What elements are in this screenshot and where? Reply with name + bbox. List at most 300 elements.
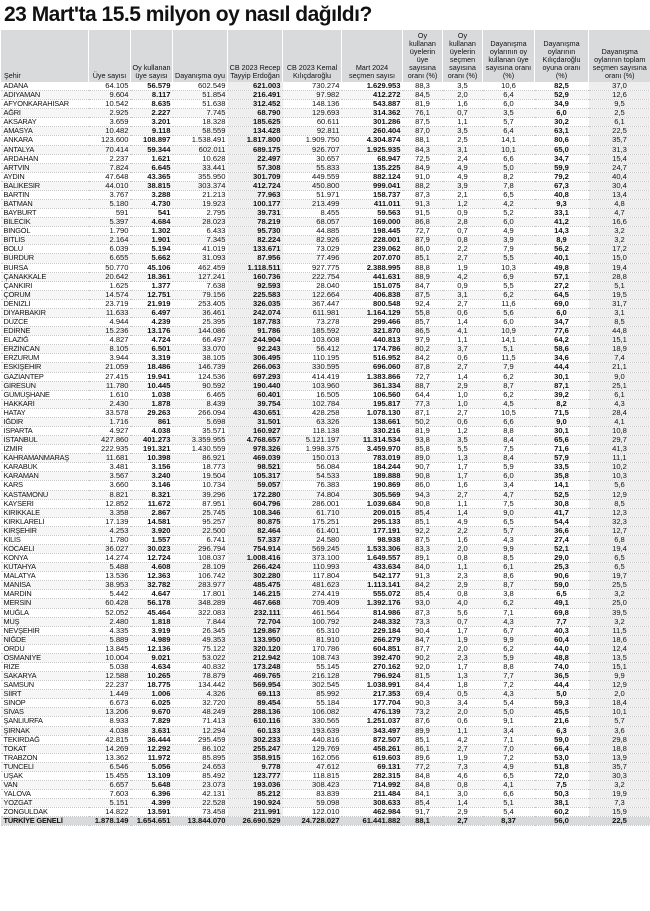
city-cell: MUŞ bbox=[1, 617, 89, 626]
value-cell: 6,7 bbox=[483, 626, 535, 635]
value-cell: 8,9 bbox=[535, 236, 589, 245]
city-cell: ADIYAMAN bbox=[1, 91, 89, 100]
city-cell: ÇANKIRI bbox=[1, 281, 89, 290]
value-cell: 33.441 bbox=[173, 163, 228, 172]
table-row bbox=[1, 672, 650, 681]
value-cell: 1,4 bbox=[443, 318, 483, 327]
table-row bbox=[1, 318, 650, 327]
value-cell: 5,7 bbox=[483, 118, 535, 127]
value-cell: 6.465 bbox=[173, 390, 228, 399]
value-cell: 6.741 bbox=[173, 535, 228, 544]
value-cell: 4.608 bbox=[131, 563, 173, 572]
value-cell: 6,5 bbox=[483, 771, 535, 780]
table-row bbox=[1, 535, 650, 544]
value-cell: 55.833 bbox=[283, 163, 342, 172]
table-row bbox=[1, 163, 650, 172]
value-cell: 58,6 bbox=[535, 345, 589, 354]
value-cell: 19.941 bbox=[131, 372, 173, 381]
value-cell: 469.039 bbox=[228, 454, 283, 463]
value-cell: 19,4 bbox=[589, 544, 650, 553]
value-cell: 1.251.037 bbox=[342, 717, 403, 726]
value-cell: 260.404 bbox=[342, 127, 403, 136]
value-cell: 90,8 bbox=[403, 472, 443, 481]
city-cell: AKSARAY bbox=[1, 118, 89, 127]
city-cell: BALIKESİR bbox=[1, 181, 89, 190]
value-cell: 83.839 bbox=[283, 790, 342, 799]
value-cell: 97,9 bbox=[403, 336, 443, 345]
value-cell: 41,7 bbox=[535, 508, 589, 517]
value-cell: 8,8 bbox=[483, 426, 535, 435]
value-cell: 33.070 bbox=[173, 345, 228, 354]
value-cell: 1.113.141 bbox=[342, 581, 403, 590]
value-cell: 190.924 bbox=[228, 799, 283, 808]
value-cell: 50,3 bbox=[535, 790, 589, 799]
value-cell: 2,5 bbox=[443, 136, 483, 145]
value-cell: 71.413 bbox=[173, 717, 228, 726]
city-cell: ÇANAKKALE bbox=[1, 272, 89, 281]
value-cell: 85,4 bbox=[403, 508, 443, 517]
value-cell: 1.118.511 bbox=[228, 263, 283, 272]
value-cell: 5.648 bbox=[131, 781, 173, 790]
value-cell: 4,3 bbox=[483, 617, 535, 626]
value-cell: 129.867 bbox=[228, 626, 283, 635]
value-cell: 0,6 bbox=[443, 717, 483, 726]
value-cell: 1.038.991 bbox=[342, 681, 403, 690]
value-cell: 74.804 bbox=[283, 490, 342, 499]
value-cell: 5,1 bbox=[589, 281, 650, 290]
table-row bbox=[1, 626, 650, 635]
value-cell: 4,3 bbox=[483, 690, 535, 699]
value-cell: 232.111 bbox=[228, 608, 283, 617]
value-cell: 45,5 bbox=[535, 708, 589, 717]
value-cell: 195.817 bbox=[342, 399, 403, 408]
value-cell: 1.629.953 bbox=[342, 82, 403, 91]
value-cell: 3.201 bbox=[131, 118, 173, 127]
value-cell: 1,1 bbox=[443, 563, 483, 572]
city-cell: MANİSA bbox=[1, 581, 89, 590]
value-cell: 6,2 bbox=[483, 599, 535, 608]
value-cell: 148.136 bbox=[283, 100, 342, 109]
value-cell: 31.093 bbox=[173, 254, 228, 263]
value-cell: 0,8 bbox=[443, 554, 483, 563]
value-cell: 7,1 bbox=[483, 735, 535, 744]
value-cell: 11,1 bbox=[589, 454, 650, 463]
value-cell: 84,8 bbox=[403, 781, 443, 790]
value-cell: 5,6 bbox=[589, 481, 650, 490]
value-cell: 7.824 bbox=[89, 163, 131, 172]
value-cell: 5.194 bbox=[131, 245, 173, 254]
value-cell: 38.815 bbox=[131, 181, 173, 190]
value-cell: 1.649.557 bbox=[342, 554, 403, 563]
value-cell: 92,2 bbox=[403, 526, 443, 535]
value-cell: 569.245 bbox=[283, 544, 342, 553]
value-cell: 110.993 bbox=[283, 563, 342, 572]
value-cell: 81,5 bbox=[403, 672, 443, 681]
value-cell: 8.933 bbox=[89, 717, 131, 726]
value-cell: 87,3 bbox=[403, 190, 443, 199]
value-cell: 93,8 bbox=[403, 436, 443, 445]
value-cell: 97.982 bbox=[283, 91, 342, 100]
city-cell: OSMANİYE bbox=[1, 653, 89, 662]
column-header: Üye sayısı bbox=[89, 30, 131, 82]
value-cell: 61.441.882 bbox=[342, 817, 403, 826]
city-cell: ERZURUM bbox=[1, 354, 89, 363]
value-cell: 21.059 bbox=[89, 363, 131, 372]
value-cell: 72,7 bbox=[403, 372, 443, 381]
value-cell: 2,0 bbox=[589, 690, 650, 699]
value-cell: 84,1 bbox=[403, 790, 443, 799]
value-cell: 462.984 bbox=[342, 808, 403, 817]
value-cell: 22,5 bbox=[589, 817, 650, 826]
value-cell: 87,7 bbox=[403, 644, 443, 653]
value-cell: 6,1 bbox=[483, 563, 535, 572]
value-cell: 173.248 bbox=[228, 663, 283, 672]
value-cell: 43.365 bbox=[131, 172, 173, 181]
value-cell: 85,1 bbox=[403, 735, 443, 744]
value-cell: 9,0 bbox=[535, 417, 589, 426]
value-cell: 30,3 bbox=[589, 771, 650, 780]
value-cell: 2,9 bbox=[443, 581, 483, 590]
value-cell: 198.445 bbox=[342, 227, 403, 236]
table-row bbox=[1, 663, 650, 672]
value-cell: 24,7 bbox=[589, 163, 650, 172]
value-cell: 3.481 bbox=[89, 463, 131, 472]
value-cell: 87,5 bbox=[403, 290, 443, 299]
value-cell: 64,2 bbox=[535, 336, 589, 345]
value-cell: 4.989 bbox=[131, 635, 173, 644]
value-cell: 108.897 bbox=[131, 136, 173, 145]
value-cell: 13.109 bbox=[131, 771, 173, 780]
value-cell: 1,3 bbox=[443, 454, 483, 463]
value-cell: 33,5 bbox=[535, 463, 589, 472]
value-cell: 22.237 bbox=[89, 681, 131, 690]
value-cell: 5,0 bbox=[483, 163, 535, 172]
value-cell: 174.786 bbox=[342, 345, 403, 354]
value-cell: 3,5 bbox=[443, 127, 483, 136]
value-cell: 3,2 bbox=[589, 781, 650, 790]
value-cell: 103.960 bbox=[283, 381, 342, 390]
value-cell: 5,6 bbox=[443, 608, 483, 617]
city-cell: BATMAN bbox=[1, 200, 89, 209]
value-cell: 412.724 bbox=[228, 181, 283, 190]
table-row bbox=[1, 245, 650, 254]
value-cell: 3.240 bbox=[131, 472, 173, 481]
value-cell: 1.006 bbox=[131, 690, 173, 699]
value-cell: 59,0 bbox=[535, 581, 589, 590]
value-cell: 1,4 bbox=[443, 799, 483, 808]
value-cell: 65,6 bbox=[535, 436, 589, 445]
value-cell: 30,1 bbox=[535, 426, 589, 435]
value-cell: 2,7 bbox=[443, 254, 483, 263]
value-cell: 9.021 bbox=[131, 653, 173, 662]
value-cell: 6.039 bbox=[89, 245, 131, 254]
value-cell: 1,7 bbox=[443, 626, 483, 635]
value-cell: 696.060 bbox=[342, 363, 403, 372]
value-cell: 1,0 bbox=[443, 390, 483, 399]
value-cell: 100.177 bbox=[228, 200, 283, 209]
table-row bbox=[1, 290, 650, 299]
value-cell: 2,7 bbox=[443, 363, 483, 372]
value-cell: 24.580 bbox=[283, 535, 342, 544]
value-cell: 13.362 bbox=[89, 753, 131, 762]
value-cell: 3,7 bbox=[443, 345, 483, 354]
value-cell: 6,4 bbox=[483, 91, 535, 100]
value-cell: 6.645 bbox=[131, 163, 173, 172]
value-cell: 8,2 bbox=[483, 172, 535, 181]
column-header: Oy kullanan üyelerin üye sayısına oranı (%) bbox=[403, 30, 443, 82]
value-cell: 93,0 bbox=[403, 599, 443, 608]
city-cell: ISPARTA bbox=[1, 426, 89, 435]
value-cell: 82.464 bbox=[228, 526, 283, 535]
value-cell: 65,0 bbox=[535, 145, 589, 154]
value-cell: 462.459 bbox=[173, 263, 228, 272]
value-cell: 19,5 bbox=[589, 290, 650, 299]
city-cell: İSTANBUL bbox=[1, 436, 89, 445]
value-cell: 28.023 bbox=[173, 218, 228, 227]
value-cell: 1.621 bbox=[131, 154, 173, 163]
table-row bbox=[1, 717, 650, 726]
value-cell: 228.001 bbox=[342, 236, 403, 245]
table-row bbox=[1, 136, 650, 145]
value-cell: 184.244 bbox=[342, 463, 403, 472]
table-row bbox=[1, 454, 650, 463]
value-cell: 4.634 bbox=[131, 663, 173, 672]
city-cell: GİRESUN bbox=[1, 381, 89, 390]
value-cell: 51,8 bbox=[535, 762, 589, 771]
city-cell: ARTVİN bbox=[1, 163, 89, 172]
value-cell: 274.419 bbox=[283, 590, 342, 599]
value-cell: 4.038 bbox=[89, 726, 131, 735]
value-cell: 305.569 bbox=[342, 490, 403, 499]
value-cell: 35,8 bbox=[535, 472, 589, 481]
value-cell: 4,9 bbox=[443, 163, 483, 172]
value-cell: 48,8 bbox=[535, 653, 589, 662]
value-cell: 4.253 bbox=[89, 526, 131, 535]
table-row bbox=[1, 354, 650, 363]
value-cell: 89.454 bbox=[228, 699, 283, 708]
value-cell: 428.258 bbox=[283, 408, 342, 417]
value-cell: 85.212 bbox=[228, 790, 283, 799]
column-header: Dayanışma oylarının Kılıçdaroğlu oyuna oranı (%) bbox=[535, 30, 589, 82]
value-cell: 7.844 bbox=[173, 617, 228, 626]
value-cell: 12,7 bbox=[589, 526, 650, 535]
value-cell: 2.795 bbox=[173, 209, 228, 218]
value-cell: 4,7 bbox=[483, 490, 535, 499]
value-cell: 73.029 bbox=[283, 245, 342, 254]
value-cell: 485.475 bbox=[228, 581, 283, 590]
value-cell: 2.388.995 bbox=[342, 263, 403, 272]
column-header: Oy kullanan üyelerin seçmen sayısına oranı (%) bbox=[443, 30, 483, 82]
value-cell: 64.105 bbox=[89, 82, 131, 91]
value-cell: 255.247 bbox=[228, 744, 283, 753]
table-row bbox=[1, 127, 650, 136]
value-cell: 40,1 bbox=[535, 254, 589, 263]
value-cell: 7.745 bbox=[173, 109, 228, 118]
value-cell: 3.660 bbox=[89, 481, 131, 490]
table-row bbox=[1, 200, 650, 209]
value-cell: 604.796 bbox=[228, 499, 283, 508]
value-cell: 32.720 bbox=[173, 699, 228, 708]
value-cell: 10,3 bbox=[483, 263, 535, 272]
value-cell: 4.647 bbox=[131, 590, 173, 599]
value-cell: 6,8 bbox=[589, 535, 650, 544]
city-cell: TRABZON bbox=[1, 753, 89, 762]
value-cell: 1,1 bbox=[443, 726, 483, 735]
value-cell: 30,1 bbox=[535, 372, 589, 381]
value-cell: 2,9 bbox=[443, 381, 483, 390]
value-cell: 48.249 bbox=[173, 708, 228, 717]
value-cell: 87,0 bbox=[403, 127, 443, 136]
value-cell: 5,7 bbox=[483, 526, 535, 535]
value-cell: 73,3 bbox=[403, 617, 443, 626]
value-cell: 57.337 bbox=[228, 535, 283, 544]
city-cell: BAYBURT bbox=[1, 209, 89, 218]
value-cell: 24.653 bbox=[173, 762, 228, 771]
value-cell: 295.133 bbox=[342, 517, 403, 526]
value-cell: 100.792 bbox=[283, 617, 342, 626]
value-cell: 212.942 bbox=[228, 653, 283, 662]
value-cell: 1.901 bbox=[131, 236, 173, 245]
value-cell: 3.944 bbox=[89, 354, 131, 363]
value-cell: 87,3 bbox=[403, 608, 443, 617]
value-cell: 90,7 bbox=[403, 463, 443, 472]
value-cell: 69,8 bbox=[535, 608, 589, 617]
value-cell: 45.464 bbox=[131, 608, 173, 617]
value-cell: 6,0 bbox=[535, 308, 589, 317]
value-cell: 38.953 bbox=[89, 581, 131, 590]
value-cell: 4.927 bbox=[89, 426, 131, 435]
value-cell: 84,3 bbox=[403, 145, 443, 154]
value-cell: 211.484 bbox=[342, 790, 403, 799]
page-title: 23 Mart'ta 15.5 milyon oy nasıl dağıldı? bbox=[4, 3, 372, 26]
value-cell: 134.442 bbox=[173, 681, 228, 690]
value-cell: 3.358 bbox=[89, 508, 131, 517]
value-cell: 86,1 bbox=[403, 744, 443, 753]
value-cell: 9.604 bbox=[89, 91, 131, 100]
value-cell: 13,4 bbox=[589, 190, 650, 199]
value-cell: 5,2 bbox=[483, 209, 535, 218]
value-cell: 8,5 bbox=[589, 318, 650, 327]
value-cell: 9.670 bbox=[131, 708, 173, 717]
value-cell: 18.775 bbox=[131, 681, 173, 690]
value-cell: 9,0 bbox=[589, 372, 650, 381]
value-cell: 19,9 bbox=[589, 790, 650, 799]
value-cell: 6,5 bbox=[483, 517, 535, 526]
value-cell: 10,1 bbox=[483, 145, 535, 154]
value-cell: 40,8 bbox=[535, 190, 589, 199]
value-cell: 301.286 bbox=[342, 118, 403, 127]
value-cell: 160.736 bbox=[228, 272, 283, 281]
value-cell: 23.719 bbox=[89, 299, 131, 308]
value-cell: 4,3 bbox=[589, 399, 650, 408]
value-cell: 27.415 bbox=[89, 372, 131, 381]
value-cell: 85,8 bbox=[403, 445, 443, 454]
value-cell: 122.664 bbox=[283, 290, 342, 299]
value-cell: 697.293 bbox=[228, 372, 283, 381]
city-cell: DENİZLİ bbox=[1, 299, 89, 308]
value-cell: 122.010 bbox=[283, 808, 342, 817]
table-row bbox=[1, 572, 650, 581]
value-cell: 6.655 bbox=[89, 254, 131, 263]
table-row bbox=[1, 517, 650, 526]
value-cell: 3.920 bbox=[131, 526, 173, 535]
value-cell: 4,1 bbox=[483, 781, 535, 790]
value-cell: 5.038 bbox=[89, 663, 131, 672]
value-cell: 29,7 bbox=[589, 436, 650, 445]
value-cell: 392.470 bbox=[342, 653, 403, 662]
table-row bbox=[1, 762, 650, 771]
table-row bbox=[1, 227, 650, 236]
value-cell: 9,9 bbox=[483, 635, 535, 644]
value-cell: 5,0 bbox=[483, 708, 535, 717]
value-cell: 39.296 bbox=[173, 490, 228, 499]
value-cell: 9,9 bbox=[483, 544, 535, 553]
value-cell: 2.227 bbox=[131, 109, 173, 118]
city-cell: MARDİN bbox=[1, 590, 89, 599]
value-cell: 21.213 bbox=[173, 190, 228, 199]
value-cell: 207.070 bbox=[342, 254, 403, 263]
value-cell: 481.623 bbox=[283, 581, 342, 590]
value-cell: 302.233 bbox=[228, 735, 283, 744]
value-cell: 22.528 bbox=[173, 799, 228, 808]
value-cell: 5,5 bbox=[443, 445, 483, 454]
value-cell: 2.430 bbox=[89, 399, 131, 408]
value-cell: 90.592 bbox=[173, 381, 228, 390]
value-cell: 59.057 bbox=[228, 481, 283, 490]
value-cell: 42.815 bbox=[89, 735, 131, 744]
value-cell: 8,5 bbox=[589, 499, 650, 508]
value-cell: 44.885 bbox=[283, 227, 342, 236]
value-cell: 4.944 bbox=[89, 318, 131, 327]
value-cell: 193.036 bbox=[228, 781, 283, 790]
table-row bbox=[1, 82, 650, 91]
value-cell: 34,7 bbox=[535, 154, 589, 163]
value-cell: 89,6 bbox=[403, 753, 443, 762]
value-cell: 18.361 bbox=[131, 272, 173, 281]
value-cell: 7,4 bbox=[589, 354, 650, 363]
value-cell: 2,9 bbox=[443, 808, 483, 817]
value-cell: 47.612 bbox=[283, 762, 342, 771]
value-cell: 8.117 bbox=[131, 91, 173, 100]
city-cell: RİZE bbox=[1, 663, 89, 672]
value-cell: 6,5 bbox=[535, 590, 589, 599]
value-cell: 927.775 bbox=[283, 263, 342, 272]
value-cell: 11.314.534 bbox=[342, 436, 403, 445]
value-cell: 13.176 bbox=[131, 327, 173, 336]
city-cell: ARDAHAN bbox=[1, 154, 89, 163]
value-cell: 12,4 bbox=[589, 644, 650, 653]
value-cell: 69,4 bbox=[403, 690, 443, 699]
value-cell: 87,1 bbox=[403, 408, 443, 417]
value-cell: 24.728.027 bbox=[283, 817, 342, 826]
table-row bbox=[1, 653, 650, 662]
value-cell: 461.564 bbox=[283, 608, 342, 617]
value-cell: 1.557 bbox=[131, 535, 173, 544]
city-cell: İZMİR bbox=[1, 445, 89, 454]
value-cell: 5.442 bbox=[89, 590, 131, 599]
value-cell: 90,8 bbox=[403, 499, 443, 508]
city-cell: ELAZIĞ bbox=[1, 336, 89, 345]
table-row bbox=[1, 526, 650, 535]
value-cell: 10,6 bbox=[483, 82, 535, 91]
value-cell: 51.638 bbox=[173, 100, 228, 109]
value-cell: 8.321 bbox=[131, 490, 173, 499]
value-cell: 16.505 bbox=[283, 390, 342, 399]
value-cell: 1,9 bbox=[443, 753, 483, 762]
value-cell: 13.844.070 bbox=[173, 817, 228, 826]
value-cell: 80,2 bbox=[403, 345, 443, 354]
column-header: Mart 2024 seçmen sayısı bbox=[342, 30, 403, 82]
